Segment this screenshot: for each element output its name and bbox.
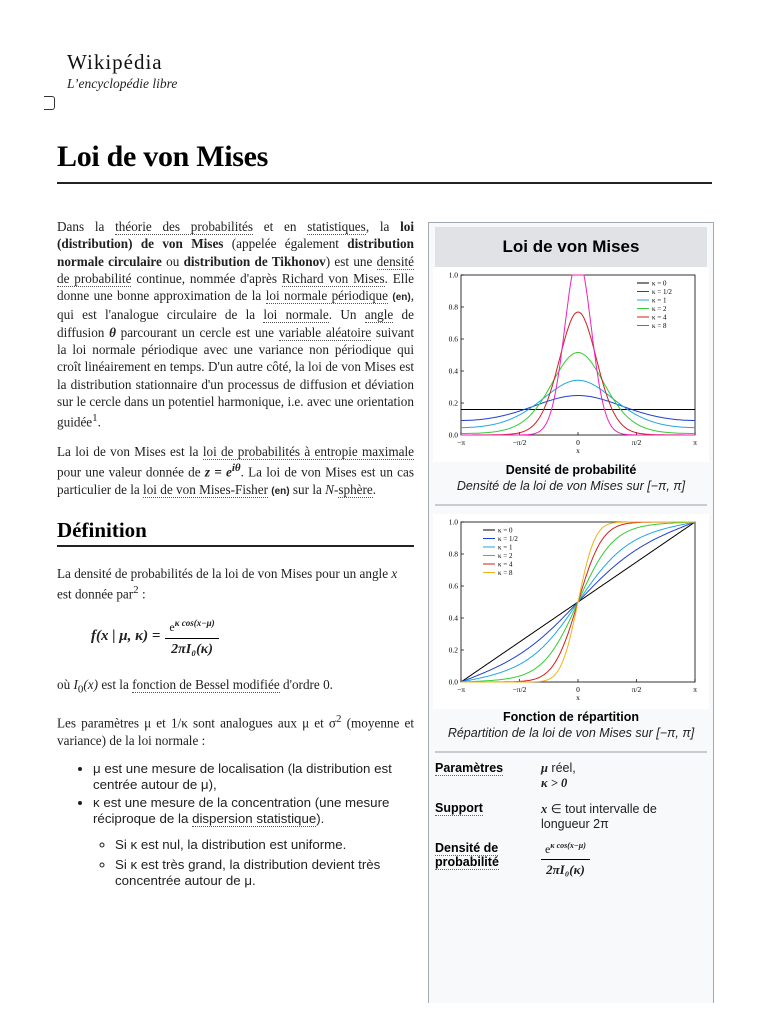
list-item: ◦ Si κ est très grand, la distribution devient très concentrée autour de μ. [115, 857, 414, 889]
x-tick-label: π [693, 438, 697, 447]
page-title: Loi de von Mises [57, 140, 712, 184]
series-line-kappa-0-5 [461, 396, 695, 421]
legend-label: κ = 2 [498, 552, 513, 560]
formula-fraction: $\frac{e^{\kappa cos(x-\mu)}}{\text{2πI₀(κ)}}$ [165, 615, 218, 659]
link-von-mises-fisher[interactable]: loi de von Mises-Fisher [143, 481, 268, 497]
link-en[interactable]: (en) [392, 292, 411, 304]
x-axis-label: x [576, 693, 580, 702]
link-en-2[interactable]: (en) [271, 485, 290, 497]
y-tick-label: 0.6 [448, 334, 458, 344]
list-item: • κ est une mesure de la concentration (une mesure réciproque de la dispersion statistique). ◦ Si κ est nul, la distribution est uniforme. ◦ Si κ est très grand, la distribution devient très concentrée autour de μ. [93, 795, 414, 889]
series-line-kappa-2 [461, 353, 695, 434]
param-key[interactable]: Support [435, 801, 483, 815]
legend-label: κ = 4 [498, 560, 513, 569]
infobox [428, 222, 714, 1003]
link-theorie-probabilites[interactable]: théorie des probabilités [115, 219, 254, 234]
x-tick-label: 0 [576, 685, 580, 694]
pdf-caption-sub: Densité de la loi de von Mises sur [−π, π] [456, 479, 686, 493]
infobox-title: Loi de von Mises [435, 227, 707, 267]
formula-lhs: f(x | μ, κ) = [91, 627, 161, 644]
link-sphere[interactable]: sphère [338, 481, 373, 497]
link-richard-von-mises[interactable]: Richard von Mises [281, 270, 385, 286]
y-tick-label: 1.0 [448, 270, 458, 280]
legend-label: κ = 1/2 [498, 535, 518, 543]
series-line-kappa-1 [461, 380, 695, 427]
x-tick-label: −π [456, 685, 466, 694]
sub-list [93, 837, 414, 889]
definition-paragraph-2: où $I_0(x)$ est la fonction de Bessel modifiée d'ordre 0. [57, 677, 333, 696]
x-tick-label: −π/2 [512, 438, 527, 447]
wikipedia-logo[interactable] [67, 50, 177, 92]
ref-2[interactable]: 2 [133, 583, 139, 596]
param-key[interactable]: Densité de probabilité [435, 841, 499, 869]
y-tick-label: 0.6 [448, 581, 458, 591]
y-tick-label: 0.0 [448, 430, 458, 440]
logo-wordmark: Wikipédia [67, 50, 163, 74]
y-tick-label: 0.4 [448, 366, 458, 376]
x-tick-label: π/2 [631, 685, 642, 694]
legend-label: κ = 0 [652, 279, 667, 288]
legend-label: κ = 4 [652, 313, 667, 322]
link-dispersion-statistique[interactable]: dispersion statistique [192, 811, 317, 827]
param-density-fraction: $\frac{e^{\kappa cos(x-\mu)}}{\text{2πI₀(κ)}}$ [541, 841, 590, 878]
link-variable-aleatoire[interactable]: variable aléatoire [278, 324, 372, 340]
list-item: ◦ Si κ est nul, la distribution est uniforme. [115, 837, 414, 853]
section-heading-definition: Définition [57, 522, 414, 546]
x-tick-label: π [693, 685, 697, 694]
link-entropie-maximale[interactable]: loi de probabilités à entropie maximale [202, 443, 415, 459]
x-tick-label: π/2 [631, 438, 642, 447]
param-row-support: Support x ∈ tout intervalle de longueur 2π [435, 801, 657, 831]
cdf-caption-sub: Répartition de la loi de von Mises sur [−π, π] [447, 726, 695, 740]
density-formula [91, 615, 414, 659]
divider [435, 504, 707, 506]
y-tick-label: 0.2 [448, 645, 458, 655]
x-tick-label: −π/2 [512, 685, 527, 694]
link-fonction-bessel[interactable]: fonction de Bessel modifiée [132, 677, 280, 693]
toc-toggle-icon[interactable] [44, 96, 55, 110]
y-tick-label: 0.8 [448, 302, 458, 312]
x-tick-label: 0 [576, 438, 580, 447]
y-tick-label: 0.4 [448, 613, 458, 623]
link-angle[interactable]: angle [364, 307, 394, 323]
x-axis-label: x [576, 446, 580, 455]
article-body [57, 218, 414, 893]
series-line-kappa-4 [461, 312, 695, 435]
param-row-densite [435, 841, 707, 878]
parameter-list [57, 761, 414, 889]
link-loi-normale-periodique[interactable]: loi normale périodique [265, 288, 388, 304]
y-tick-label: 0.0 [448, 677, 458, 687]
x-tick-label: −π [456, 438, 466, 447]
cdf-caption-title: Fonction de répartition [502, 710, 640, 724]
cdf-chart-svg [433, 514, 709, 704]
y-tick-label: 0.2 [448, 398, 458, 408]
param-row-parametres: Paramètres μ réel, κ > 0 [435, 761, 576, 790]
list-item: • μ est une mesure de localisation (la distribution est centrée autour de μ), [93, 761, 414, 793]
cdf-chart[interactable] [433, 514, 709, 709]
y-tick-label: 0.8 [448, 549, 458, 559]
intro-paragraph-2: La loi de von Mises est la loi de probabilités à entropie maximale pour une valeur donnée de $z = e^{i\theta}$. La loi de von Mises est un cas particulier de la loi de von Mises-Fisher (en) sur la N-sphère. [57, 443, 415, 497]
legend-label: κ = 0 [498, 526, 513, 535]
legend-label: κ = 8 [652, 322, 667, 330]
pdf-caption-title: Densité de probabilité [505, 463, 637, 477]
definition-paragraph-1: La densité de probabilités de la loi de von Mises pour un angle x est donnée par$^2$ : [57, 565, 398, 602]
legend-label: κ = 8 [498, 569, 513, 577]
definition-paragraph-3: Les paramètres μ et 1/κ sont analogues aux μ et $\sigma^2$ (moyenne et variance) de la loi normale : [57, 713, 415, 748]
intro-paragraph-1: Dans la théorie des probabilités et en statistiques, la loi (distribution) de von Mises (appelée également distribution normale circulaire ou distribution de Tikhonov) est une densité de probabilité continue, nommée d'après Richard von Mises. Elle donne une bonne approximation de la loi normale périodique (en), qui est l'analogue circulaire de la loi normale. Un angle de diffusion θ parcourant un cercle est une variable aléatoire suivant la loi normale périodique avec une variance non périodique qui croît linéairement en temps. D'un autre côté, la loi de von Mises est la distribution stationnaire d'un processus de diffusion et déviation sur le cercle dans un potentiel harmonique, i.e. avec une orientation guidée$^1$. [57, 219, 415, 430]
legend-label: κ = 1 [652, 296, 667, 305]
link-statistiques[interactable]: statistiques [307, 219, 366, 234]
link-loi-normale[interactable]: loi normale [263, 307, 329, 323]
logo-tagline: L’encyclopédie libre [67, 76, 178, 91]
link-densite-probabilite[interactable]: densité de probabilité [57, 253, 414, 286]
ref-1[interactable]: 1 [92, 412, 98, 425]
pdf-chart-svg [433, 267, 709, 457]
legend-label: κ = 2 [652, 305, 667, 313]
divider [435, 751, 707, 753]
pdf-chart[interactable] [433, 267, 709, 462]
y-tick-label: 1.0 [448, 517, 458, 527]
legend-label: κ = 1/2 [652, 288, 672, 296]
legend-label: κ = 1 [498, 543, 513, 552]
parameter-table [435, 761, 707, 878]
param-key[interactable]: Paramètres [435, 761, 504, 775]
